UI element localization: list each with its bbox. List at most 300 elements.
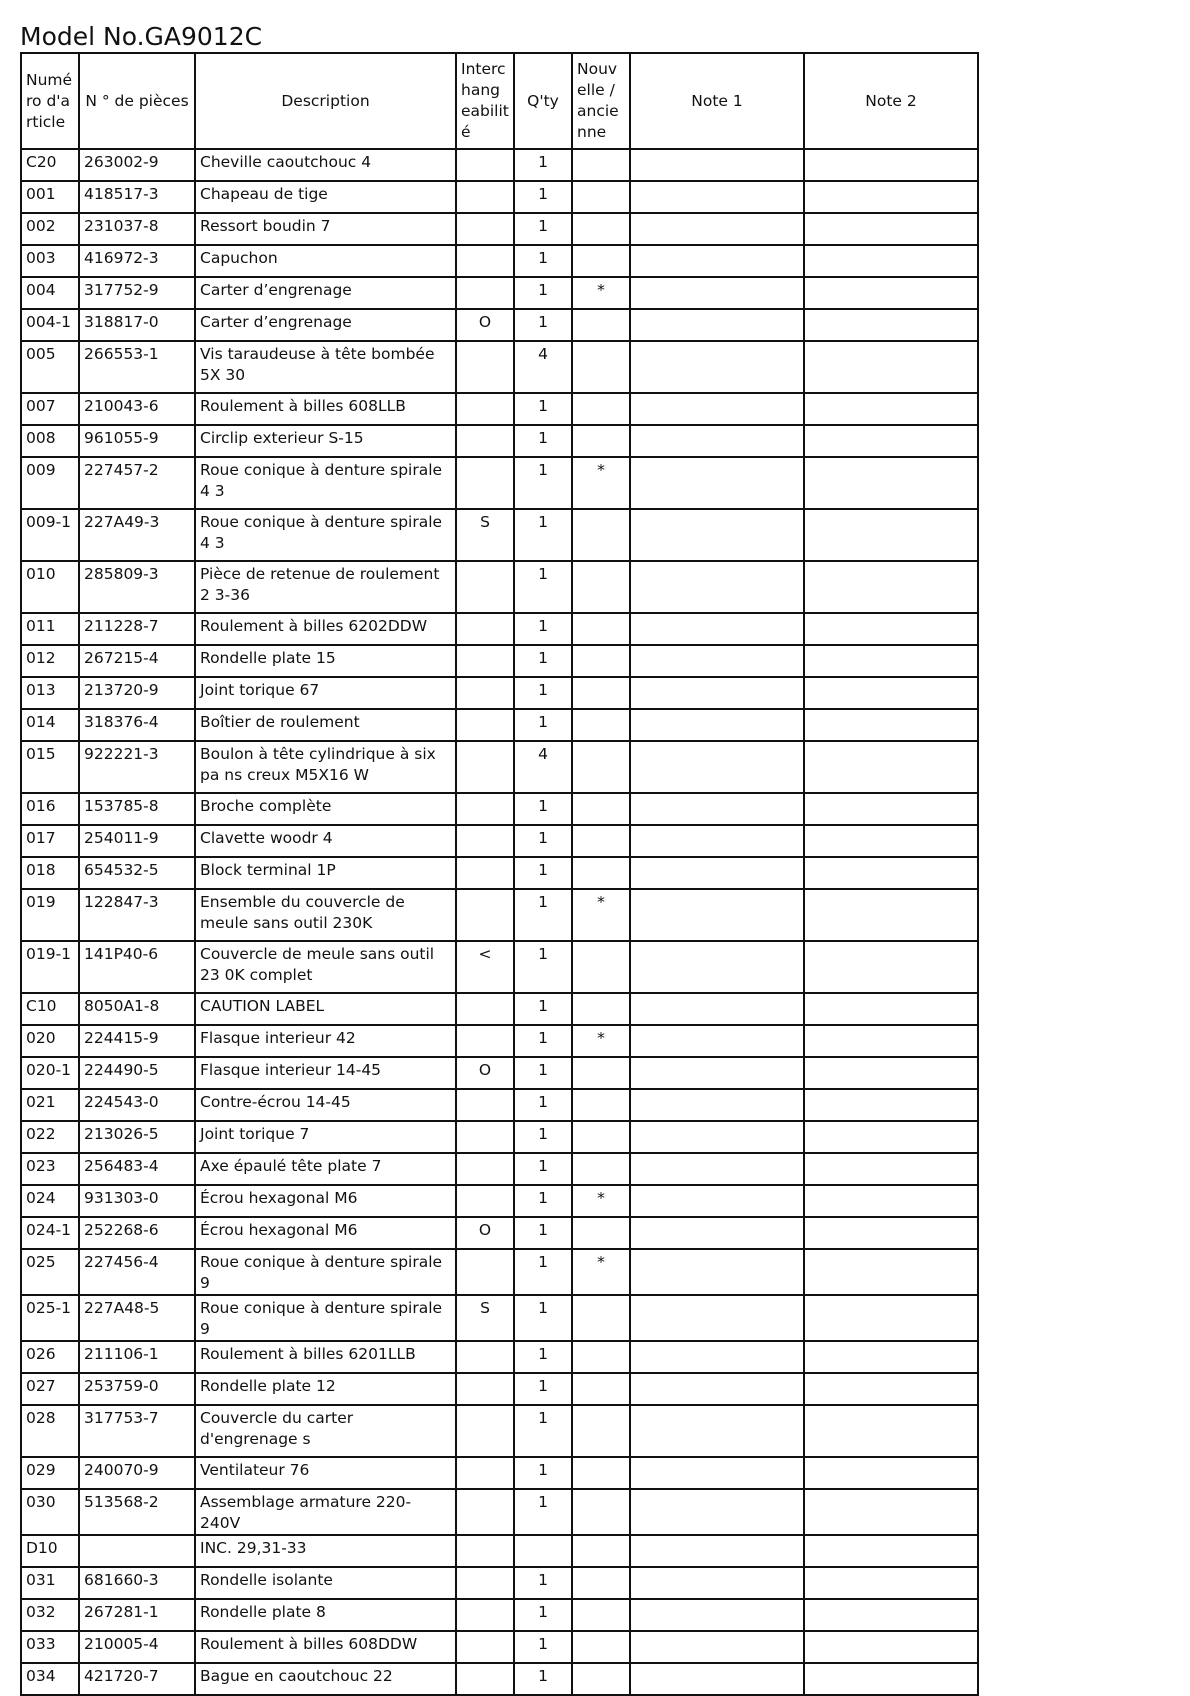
cell-quantity: 1 <box>514 1025 572 1057</box>
cell-interchangeability <box>456 645 514 677</box>
table-row <box>21 425 978 457</box>
cell-part-number: 513568-2 <box>79 1489 195 1535</box>
cell-new-old <box>572 793 630 825</box>
cell-description: Joint torique 67 <box>195 677 456 709</box>
table-row <box>21 277 978 309</box>
cell-item-number: 022 <box>21 1121 79 1153</box>
cell-item-number: 026 <box>21 1341 79 1373</box>
cell-new-old: * <box>572 277 630 309</box>
cell-new-old <box>572 393 630 425</box>
cell-quantity: 1 <box>514 1217 572 1249</box>
table-row <box>21 709 978 741</box>
cell-item-number: 014 <box>21 709 79 741</box>
cell-description: Roulement à billes 6201LLB <box>195 1341 456 1373</box>
cell-note-1 <box>630 1631 804 1663</box>
cell-interchangeability <box>456 1405 514 1457</box>
cell-new-old <box>572 1341 630 1373</box>
cell-interchangeability <box>456 425 514 457</box>
cell-part-number: 210043-6 <box>79 393 195 425</box>
cell-new-old: * <box>572 1025 630 1057</box>
cell-interchangeability <box>456 613 514 645</box>
cell-item-number: 008 <box>21 425 79 457</box>
cell-note-2 <box>804 1153 978 1185</box>
cell-description: INC. 29,31-33 <box>195 1535 456 1567</box>
cell-note-2 <box>804 341 978 393</box>
cell-note-2 <box>804 1663 978 1695</box>
table-row <box>21 1373 978 1405</box>
table-row <box>21 857 978 889</box>
cell-item-number: 009-1 <box>21 509 79 561</box>
cell-note-2 <box>804 425 978 457</box>
cell-part-number: 318376-4 <box>79 709 195 741</box>
cell-new-old <box>572 1567 630 1599</box>
cell-part-number: 213720-9 <box>79 677 195 709</box>
cell-description: Broche complète <box>195 793 456 825</box>
cell-note-2 <box>804 1535 978 1567</box>
cell-item-number: 004 <box>21 277 79 309</box>
cell-part-number: 210005-4 <box>79 1631 195 1663</box>
cell-interchangeability: O <box>456 1217 514 1249</box>
table-row <box>21 245 978 277</box>
cell-item-number: 033 <box>21 1631 79 1663</box>
cell-description: Clavette woodr 4 <box>195 825 456 857</box>
cell-note-1 <box>630 1599 804 1631</box>
cell-note-1 <box>630 213 804 245</box>
table-body <box>21 149 978 1695</box>
cell-new-old <box>572 509 630 561</box>
table-row <box>21 613 978 645</box>
cell-quantity: 1 <box>514 149 572 181</box>
cell-note-1 <box>630 245 804 277</box>
cell-note-2 <box>804 1405 978 1457</box>
cell-quantity: 4 <box>514 341 572 393</box>
header-part-number: N ° de pièces <box>79 53 195 149</box>
cell-part-number: 8050A1-8 <box>79 993 195 1025</box>
cell-description: Chapeau de tige <box>195 181 456 213</box>
cell-quantity: 1 <box>514 1341 572 1373</box>
cell-interchangeability <box>456 457 514 509</box>
cell-quantity: 1 <box>514 857 572 889</box>
cell-description: Ressort boudin 7 <box>195 213 456 245</box>
cell-part-number: 213026-5 <box>79 1121 195 1153</box>
cell-quantity: 1 <box>514 1405 572 1457</box>
cell-note-1 <box>630 857 804 889</box>
cell-new-old <box>572 1535 630 1567</box>
cell-item-number: 024 <box>21 1185 79 1217</box>
cell-note-2 <box>804 709 978 741</box>
cell-item-number: C10 <box>21 993 79 1025</box>
cell-part-number: 267281-1 <box>79 1599 195 1631</box>
cell-note-1 <box>630 1025 804 1057</box>
cell-new-old <box>572 825 630 857</box>
table-row <box>21 1121 978 1153</box>
table-row <box>21 1217 978 1249</box>
cell-quantity: 1 <box>514 1599 572 1631</box>
cell-note-2 <box>804 1249 978 1295</box>
cell-note-2 <box>804 677 978 709</box>
cell-description: Roue conique à denture spirale 4 3 <box>195 509 456 561</box>
cell-description: Carter d’engrenage <box>195 277 456 309</box>
cell-interchangeability <box>456 677 514 709</box>
table-row <box>21 889 978 941</box>
table-row <box>21 793 978 825</box>
cell-item-number: 032 <box>21 1599 79 1631</box>
cell-new-old <box>572 1121 630 1153</box>
table-header <box>21 53 978 149</box>
cell-quantity: 1 <box>514 709 572 741</box>
cell-part-number: 253759-0 <box>79 1373 195 1405</box>
cell-item-number: C20 <box>21 149 79 181</box>
cell-description: Roulement à billes 6202DDW <box>195 613 456 645</box>
cell-note-2 <box>804 889 978 941</box>
cell-item-number: 005 <box>21 341 79 393</box>
cell-note-1 <box>630 1153 804 1185</box>
cell-note-2 <box>804 825 978 857</box>
cell-part-number: 211106-1 <box>79 1341 195 1373</box>
cell-note-1 <box>630 561 804 613</box>
cell-description: Flasque interieur 42 <box>195 1025 456 1057</box>
cell-quantity: 1 <box>514 793 572 825</box>
cell-interchangeability <box>456 825 514 857</box>
cell-quantity: 1 <box>514 509 572 561</box>
cell-new-old <box>572 213 630 245</box>
cell-note-1 <box>630 1373 804 1405</box>
cell-quantity: 1 <box>514 561 572 613</box>
cell-item-number: 004-1 <box>21 309 79 341</box>
cell-note-1 <box>630 457 804 509</box>
cell-interchangeability <box>456 1663 514 1695</box>
cell-note-2 <box>804 1121 978 1153</box>
cell-note-1 <box>630 889 804 941</box>
cell-interchangeability <box>456 741 514 793</box>
cell-new-old <box>572 1457 630 1489</box>
cell-new-old <box>572 309 630 341</box>
header-interchangeability: Interc hang eabilit é <box>456 53 514 149</box>
cell-part-number: 317753-7 <box>79 1405 195 1457</box>
cell-new-old <box>572 1295 630 1341</box>
cell-note-2 <box>804 793 978 825</box>
table-row <box>21 561 978 613</box>
cell-note-1 <box>630 1089 804 1121</box>
table-row <box>21 1341 978 1373</box>
table-row <box>21 509 978 561</box>
cell-interchangeability: S <box>456 1295 514 1341</box>
table-row <box>21 741 978 793</box>
cell-item-number: 001 <box>21 181 79 213</box>
table-row <box>21 457 978 509</box>
cell-interchangeability <box>456 993 514 1025</box>
cell-interchangeability <box>456 1535 514 1567</box>
cell-item-number: 025-1 <box>21 1295 79 1341</box>
table-row <box>21 993 978 1025</box>
cell-item-number: 011 <box>21 613 79 645</box>
cell-note-1 <box>630 1185 804 1217</box>
cell-item-number: 015 <box>21 741 79 793</box>
cell-item-number: 010 <box>21 561 79 613</box>
cell-new-old <box>572 1599 630 1631</box>
cell-quantity: 1 <box>514 1631 572 1663</box>
cell-note-2 <box>804 1295 978 1341</box>
table-row <box>21 149 978 181</box>
cell-item-number: 019-1 <box>21 941 79 993</box>
cell-description: Boîtier de roulement <box>195 709 456 741</box>
header-note-1: Note 1 <box>630 53 804 149</box>
cell-quantity: 1 <box>514 941 572 993</box>
cell-description: Cheville caoutchouc 4 <box>195 149 456 181</box>
cell-part-number: 681660-3 <box>79 1567 195 1599</box>
cell-part-number: 227A48-5 <box>79 1295 195 1341</box>
table-row <box>21 1631 978 1663</box>
cell-item-number: 028 <box>21 1405 79 1457</box>
cell-part-number: 122847-3 <box>79 889 195 941</box>
cell-new-old <box>572 1153 630 1185</box>
cell-note-1 <box>630 341 804 393</box>
cell-note-1 <box>630 149 804 181</box>
cell-note-2 <box>804 1631 978 1663</box>
header-note-2: Note 2 <box>804 53 978 149</box>
cell-new-old <box>572 1489 630 1535</box>
cell-description: Ensemble du couvercle de meule sans outil 230K <box>195 889 456 941</box>
cell-interchangeability <box>456 1599 514 1631</box>
cell-description: Flasque interieur 14-45 <box>195 1057 456 1089</box>
cell-new-old: * <box>572 1249 630 1295</box>
parts-table <box>20 52 979 1696</box>
cell-quantity: 1 <box>514 213 572 245</box>
cell-note-1 <box>630 677 804 709</box>
cell-note-1 <box>630 425 804 457</box>
cell-item-number: 003 <box>21 245 79 277</box>
cell-new-old <box>572 1057 630 1089</box>
cell-interchangeability: O <box>456 309 514 341</box>
cell-quantity: 1 <box>514 277 572 309</box>
cell-item-number: 024-1 <box>21 1217 79 1249</box>
cell-interchangeability <box>456 245 514 277</box>
cell-item-number: 019 <box>21 889 79 941</box>
cell-quantity: 1 <box>514 1663 572 1695</box>
cell-part-number: 961055-9 <box>79 425 195 457</box>
cell-description: Axe épaulé tête plate 7 <box>195 1153 456 1185</box>
cell-note-1 <box>630 1341 804 1373</box>
cell-part-number: 416972-3 <box>79 245 195 277</box>
cell-new-old <box>572 941 630 993</box>
cell-quantity: 1 <box>514 825 572 857</box>
cell-new-old <box>572 425 630 457</box>
header-description: Description <box>195 53 456 149</box>
table-row <box>21 677 978 709</box>
header-item-number: Numé ro d'a rticle <box>21 53 79 149</box>
cell-new-old <box>572 645 630 677</box>
cell-part-number: 224415-9 <box>79 1025 195 1057</box>
cell-description: Boulon à tête cylindrique à six pa ns creux M5X16 W <box>195 741 456 793</box>
cell-part-number: 153785-8 <box>79 793 195 825</box>
cell-description: Circlip exterieur S-15 <box>195 425 456 457</box>
cell-note-1 <box>630 993 804 1025</box>
cell-note-2 <box>804 1217 978 1249</box>
cell-description: Ventilateur 76 <box>195 1457 456 1489</box>
cell-interchangeability <box>456 1489 514 1535</box>
cell-note-2 <box>804 1025 978 1057</box>
cell-quantity: 1 <box>514 1489 572 1535</box>
cell-description: Joint torique 7 <box>195 1121 456 1153</box>
cell-item-number: 027 <box>21 1373 79 1405</box>
cell-new-old <box>572 1217 630 1249</box>
cell-description: Écrou hexagonal M6 <box>195 1185 456 1217</box>
cell-note-2 <box>804 509 978 561</box>
cell-part-number: 654532-5 <box>79 857 195 889</box>
cell-part-number: 931303-0 <box>79 1185 195 1217</box>
cell-item-number: 025 <box>21 1249 79 1295</box>
cell-quantity: 1 <box>514 1185 572 1217</box>
cell-new-old <box>572 561 630 613</box>
cell-quantity: 1 <box>514 309 572 341</box>
cell-part-number: 224543-0 <box>79 1089 195 1121</box>
table-row <box>21 1153 978 1185</box>
cell-new-old <box>572 181 630 213</box>
cell-interchangeability <box>456 393 514 425</box>
cell-note-1 <box>630 1567 804 1599</box>
cell-note-2 <box>804 149 978 181</box>
table-row <box>21 1057 978 1089</box>
cell-interchangeability <box>456 1373 514 1405</box>
cell-interchangeability: < <box>456 941 514 993</box>
cell-note-2 <box>804 741 978 793</box>
cell-note-1 <box>630 741 804 793</box>
cell-quantity: 1 <box>514 889 572 941</box>
cell-part-number: 224490-5 <box>79 1057 195 1089</box>
table-row <box>21 1405 978 1457</box>
cell-note-2 <box>804 857 978 889</box>
table-row <box>21 1249 978 1295</box>
table-row <box>21 1089 978 1121</box>
cell-part-number: 285809-3 <box>79 561 195 613</box>
cell-note-1 <box>630 1457 804 1489</box>
cell-note-1 <box>630 1663 804 1695</box>
cell-new-old <box>572 613 630 645</box>
cell-quantity: 1 <box>514 1249 572 1295</box>
table-row <box>21 1599 978 1631</box>
page-title: Model No.GA9012C <box>20 22 263 51</box>
cell-note-1 <box>630 1217 804 1249</box>
cell-part-number: 266553-1 <box>79 341 195 393</box>
cell-quantity <box>514 1535 572 1567</box>
cell-quantity: 1 <box>514 645 572 677</box>
cell-interchangeability <box>456 561 514 613</box>
cell-item-number: 007 <box>21 393 79 425</box>
cell-quantity: 4 <box>514 741 572 793</box>
cell-part-number: 227456-4 <box>79 1249 195 1295</box>
cell-part-number: 231037-8 <box>79 213 195 245</box>
cell-quantity: 1 <box>514 425 572 457</box>
cell-item-number: 018 <box>21 857 79 889</box>
cell-quantity: 1 <box>514 1567 572 1599</box>
table-row <box>21 1457 978 1489</box>
cell-quantity: 1 <box>514 613 572 645</box>
cell-description: Roulement à billes 608DDW <box>195 1631 456 1663</box>
cell-note-2 <box>804 213 978 245</box>
cell-note-2 <box>804 993 978 1025</box>
cell-note-2 <box>804 1057 978 1089</box>
cell-description: Vis taraudeuse à tête bombée 5X 30 <box>195 341 456 393</box>
cell-item-number: 016 <box>21 793 79 825</box>
cell-part-number: 211228-7 <box>79 613 195 645</box>
cell-new-old <box>572 709 630 741</box>
cell-interchangeability <box>456 857 514 889</box>
cell-quantity: 1 <box>514 181 572 213</box>
cell-quantity: 1 <box>514 1295 572 1341</box>
table-row <box>21 1663 978 1695</box>
cell-note-2 <box>804 613 978 645</box>
cell-note-1 <box>630 1057 804 1089</box>
table-row <box>21 341 978 393</box>
cell-description: Roue conique à denture spirale 9 <box>195 1295 456 1341</box>
cell-note-1 <box>630 1535 804 1567</box>
cell-interchangeability <box>456 277 514 309</box>
cell-description: Couvercle du carter d'engrenage s <box>195 1405 456 1457</box>
cell-note-2 <box>804 393 978 425</box>
cell-note-2 <box>804 1185 978 1217</box>
table-row <box>21 1489 978 1535</box>
cell-new-old <box>572 1089 630 1121</box>
cell-quantity: 1 <box>514 1089 572 1121</box>
cell-item-number: 009 <box>21 457 79 509</box>
cell-note-2 <box>804 457 978 509</box>
cell-item-number: D10 <box>21 1535 79 1567</box>
table-row <box>21 645 978 677</box>
cell-note-1 <box>630 181 804 213</box>
cell-quantity: 1 <box>514 1457 572 1489</box>
cell-part-number: 252268-6 <box>79 1217 195 1249</box>
cell-note-1 <box>630 645 804 677</box>
cell-quantity: 1 <box>514 1057 572 1089</box>
cell-interchangeability <box>456 341 514 393</box>
cell-new-old: * <box>572 457 630 509</box>
cell-item-number: 031 <box>21 1567 79 1599</box>
cell-interchangeability <box>456 181 514 213</box>
cell-description: Block terminal 1P <box>195 857 456 889</box>
cell-quantity: 1 <box>514 245 572 277</box>
table-row <box>21 1567 978 1599</box>
cell-item-number: 029 <box>21 1457 79 1489</box>
cell-new-old <box>572 993 630 1025</box>
cell-part-number: 263002-9 <box>79 149 195 181</box>
cell-interchangeability <box>456 1249 514 1295</box>
cell-quantity: 1 <box>514 1373 572 1405</box>
cell-note-2 <box>804 1489 978 1535</box>
table-row <box>21 825 978 857</box>
table-row <box>21 1295 978 1341</box>
cell-note-2 <box>804 941 978 993</box>
cell-description: Pièce de retenue de roulement 2 3-36 <box>195 561 456 613</box>
cell-description: Rondelle plate 12 <box>195 1373 456 1405</box>
cell-interchangeability <box>456 1121 514 1153</box>
cell-item-number: 017 <box>21 825 79 857</box>
cell-description: Roulement à billes 608LLB <box>195 393 456 425</box>
table-row <box>21 393 978 425</box>
cell-part-number: 254011-9 <box>79 825 195 857</box>
cell-note-2 <box>804 1341 978 1373</box>
cell-interchangeability: O <box>456 1057 514 1089</box>
cell-interchangeability <box>456 1185 514 1217</box>
cell-part-number: 418517-3 <box>79 181 195 213</box>
cell-item-number: 030 <box>21 1489 79 1535</box>
cell-part-number: 267215-4 <box>79 645 195 677</box>
cell-description: Rondelle isolante <box>195 1567 456 1599</box>
cell-part-number: 317752-9 <box>79 277 195 309</box>
cell-quantity: 1 <box>514 677 572 709</box>
cell-item-number: 020-1 <box>21 1057 79 1089</box>
cell-note-2 <box>804 277 978 309</box>
cell-part-number: 240070-9 <box>79 1457 195 1489</box>
